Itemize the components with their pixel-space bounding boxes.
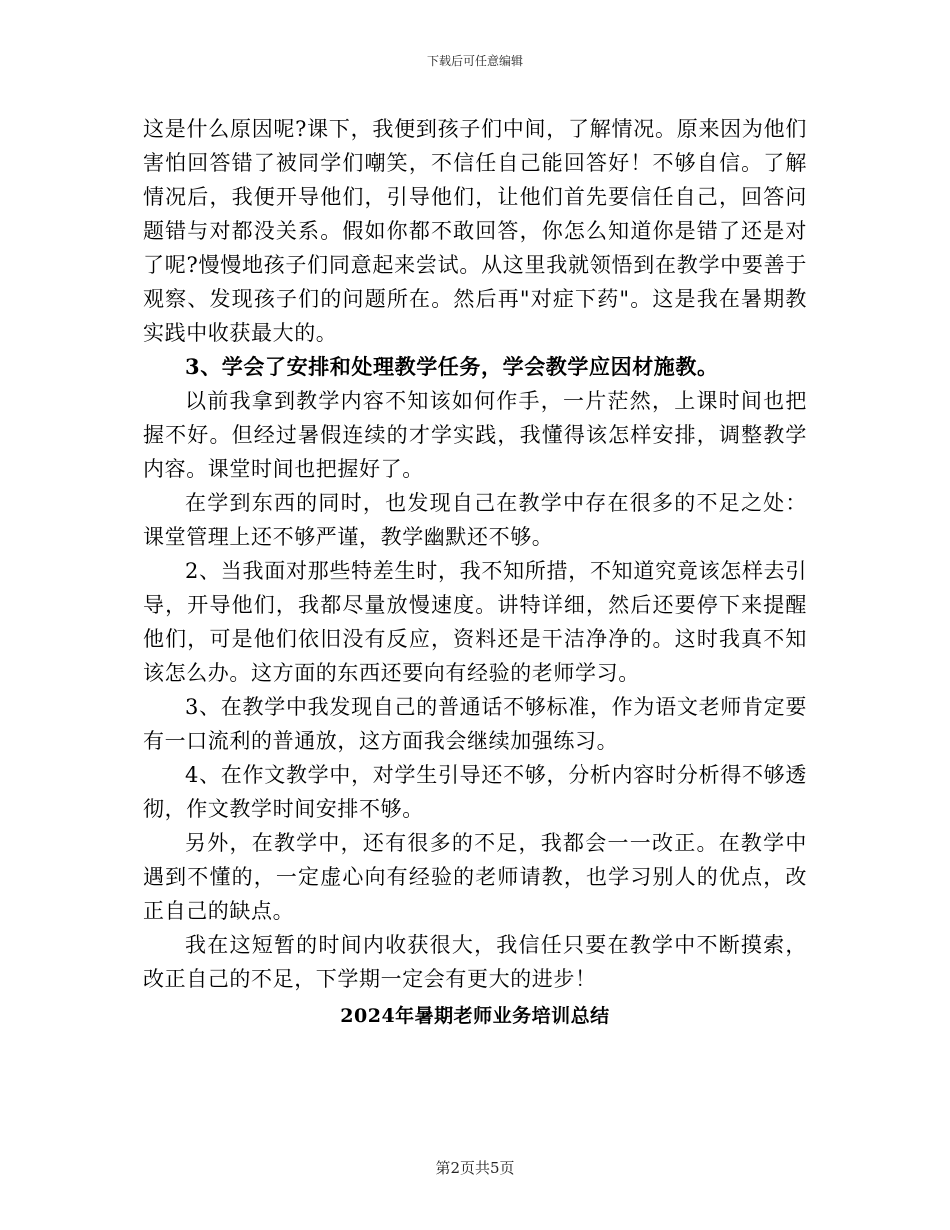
paragraph-point-4: 4、在作文教学中，对学生引导还不够，分析内容时分析得不够透彻，作文教学时间安排不够。: [143, 763, 807, 821]
paragraph-shortcomings: 在学到东西的同时，也发现自己在教学中存在很多的不足之处：课堂管理上还不够严谨，教学幽默还不够。: [143, 491, 807, 549]
paragraph-reason: 这是什么原因呢?课下，我便到孩子们中间，了解情况。原来因为他们害怕回答错了被同学们嘲笑，不信任自己能回答好！不够自信。了解情况后，我便开导他们，引导他们，让他们首先要信任自己，回答问题错与对都没关系。假如你都不敢回答，你怎么知道你是错了还是对了呢?慢慢地孩子们同意起来尝试。从这里我就领悟到在教学中要善于观察、发现孩子们的问题所在。然后再"对症下药"。这是我在暑期教实践中收获最大的。: [143, 117, 807, 345]
document-body: [143, 112, 807, 1033]
page-header: 下载后可任意编辑: [426, 54, 523, 68]
section-title: 2024年暑期老师业务培训总结: [340, 1005, 610, 1027]
paragraph-point-2: 2、当我面对那些特差生时，我不知所措，不知道究竟该怎样去引导，开导他们，我都尽量放慢速度。讲特详细，然后还要停下来提醒他们，可是他们依旧没有反应，资料还是干洁净净的。这时我真不知该怎么办。这方面的东西还要向有经验的老师学习。: [143, 559, 807, 685]
paragraph-point-3: 3、在教学中我发现自己的普通话不够标准，作为语文老师肯定要有一口流利的普通放，这方面我会继续加强练习。: [143, 695, 807, 753]
paragraph-heading-3: 3、学会了安排和处理教学任务，学会教学应因材施教。: [185, 354, 719, 379]
paragraph-besides: 另外，在教学中，还有很多的不足，我都会一一改正。在教学中遇到不懂的，一定虚心向有经验的老师请教，也学习别人的优点，改正自己的缺点。: [143, 831, 807, 923]
paragraph-conclusion: 我在这短暂的时间内收获很大，我信任只要在教学中不断摸索，改正自己的不足，下学期一定会有更大的进步！: [143, 933, 807, 991]
page-footer: 第2页共5页: [435, 1159, 515, 1177]
paragraph-before: 以前我拿到教学内容不知该如何作手，一片茫然，上课时间也把握不好。但经过暑假连续的才学实践，我懂得该怎样安排，调整教学内容。课堂时间也把握好了。: [143, 389, 807, 481]
